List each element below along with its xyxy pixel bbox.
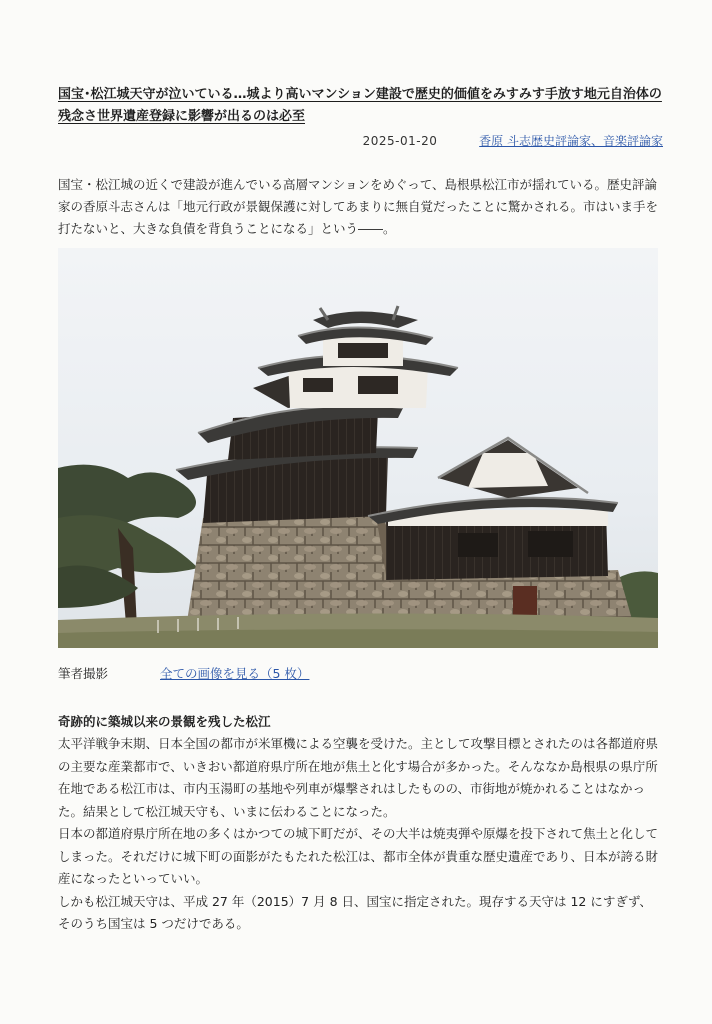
body-paragraph-2: 日本の都道府県庁所在地の多くはかつての城下町だが、その大半は焼夷弾や原爆を投下されて焦土と化してしまった。それだけに城下町の面影がたもたれた松江は、都市全体が貴重な歴史遺産であり、日本が誇る財産になったといっていい。 [58, 826, 659, 886]
photo-credit: 筆者撮影 [58, 666, 109, 681]
lead-paragraph: 国宝・松江城の近くで建設が進んでいる高層マンションをめぐって、島根県松江市が揺れている。歴史評論家の香原斗志さんは「地元行政が景観保護に対してあまりに無自覚だったことに驚かされる。市はいま手を打たないと、大きな負債を背負うことになる」という――。 [58, 177, 659, 236]
view-all-images-link[interactable]: 全ての画像を見る（5 枚） [160, 666, 310, 681]
author-link[interactable]: 香原 斗志歴史評論家、音楽評論家 [479, 134, 663, 148]
body-paragraph-3: しかも松江城天守は、平成 27 年（2015）7 月 8 日、国宝に指定された。現存する天守は 12 にすぎず、そのうち国宝は 5 つだけである。 [58, 893, 652, 931]
article-body [58, 733, 663, 936]
photo-caption [58, 665, 663, 683]
castle-photo [58, 248, 658, 648]
castle-illustration [58, 248, 658, 648]
byline [58, 132, 663, 150]
article-title: 国宝･松江城天守が泣いている…城より高いマンション建設で歴史的価値をみすみす手放す地元自治体の残念さ世界遺産登録に影響が出るのは必至 [58, 87, 662, 124]
publish-date: 2025-01-20 [362, 134, 438, 148]
section-heading: 奇跡的に築城以来の景観を残した松江 [58, 714, 271, 729]
body-paragraph-1: 太平洋戦争末期、日本全国の都市が米軍機による空襲を受けた。主として攻撃目標とされたのは各都道府県の主要な産業都市で、いきおい都道府県庁所在地が焦土と化す場合が多かった。そんななか島根県の県庁所在地である松江市は、市内玉湯町の基地や列車が爆撃されはしたものの、市街地が焼かれることはなかった。結果として松江城天守も、いまに伝わることになった。 [58, 736, 659, 819]
